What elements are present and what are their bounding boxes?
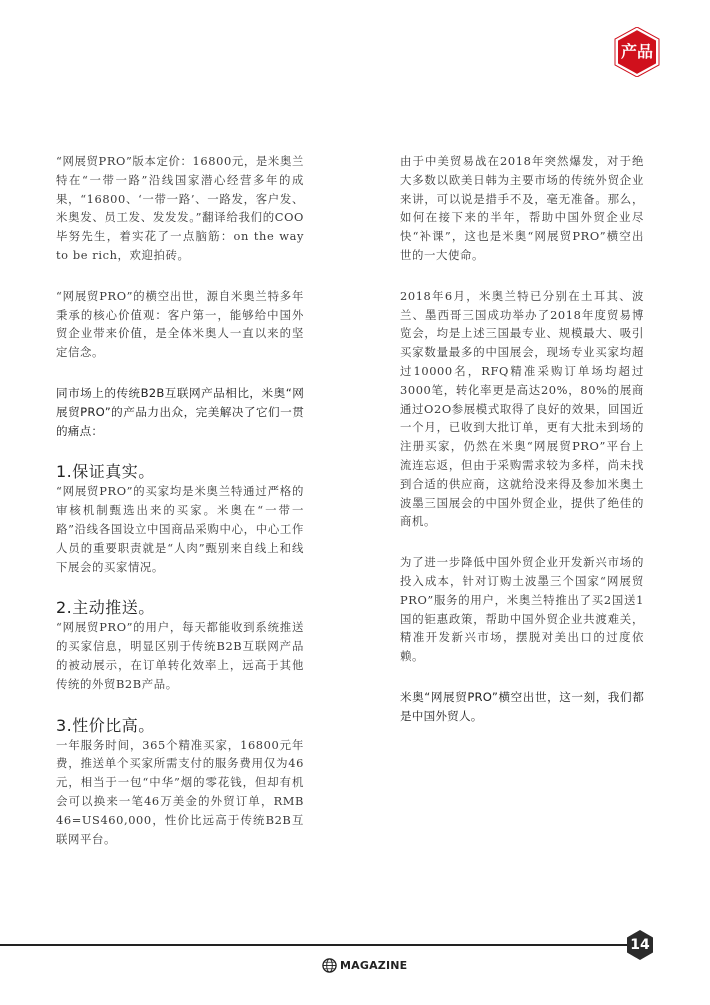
- paragraph: 2018年6月，米奥兰特已分别在土耳其、波兰、墨西哥三国成功举办了2018年度贸易博览会，均是上述三国最专业、规模最大、吸引买家数量最多的中国展会，现场专业买家均超过10000名，RFQ精准采购订单场均超过3000笔，转化率更是高达20%，80%的展商通过O2O参展模式取得了良好的效果，回国近一个月，已收到大批订单，更有大批未到场的注册买家，仍然在米奥“网展贸PRO”平台上流连忘返，但由于采购需求较为多样，尚未找到合适的供应商，这就给没来得及参加米奥土波墨三国展会的中国外贸企业，提供了绝佳的商机。: [400, 288, 644, 529]
- paragraph: 由于中美贸易战在2018年突然爆发，对于绝大多数以欧美日韩为主要市场的传统外贸企业来讲，可以说是措手不及，毫无准备。那么，如何在接下来的半年，帮助中国外贸企业尽快“补课”，这也是米奥“网展贸PRO”横空出世的一大使命。: [400, 154, 644, 262]
- page-number-badge: [624, 929, 656, 961]
- paragraph: “网展贸PRO”的买家均是米奥兰特通过严格的审核机制甄选出来的买家。米奥在“一带一路”沿线各国设立中国商品采购中心，中心工作人员的重要职责就是“人肉”甄别来自线上和线下展会的买家情况。: [56, 484, 304, 574]
- emphasis-paragraph: 同市场上的传统B2B互联网产品相比，米奥“网展贸PRO”的产品力出众，完美解决了它们一贯的痛点：: [56, 385, 304, 438]
- left-column: [56, 152, 316, 870]
- section-badge-label: 产品: [620, 42, 653, 61]
- magazine-logo: [322, 957, 407, 973]
- paragraph: 一年服务时间，365个精准买家，16800元年费，推送单个买家所需支付的服务费用仅为46元，相当于一包“中华”烟的零花钱，但却有机会可以换来一笔46万美金的外贸订单，RMB 46=US460,000，性价比远高于传统B2B互联网平台。: [56, 737, 316, 846]
- paragraph: “网展贸PRO”版本定价：16800元，是米奥兰特在“一带一路”沿线国家潜心经营多年的成果，“16800、‘一带一路’、一路发，客户发、米奥发、员工发、发发发。”翻译给我们的COO毕努先生，着实花了一点脑筋：on the way to be rich，欢迎拍砖。: [56, 154, 304, 262]
- section-heading: 3.性价比高。: [56, 715, 155, 735]
- paragraph: 为了进一步降低中国外贸企业开发新兴市场的投入成本，针对订购土波墨三个国家“网展贸PRO”服务的用户，米奥兰特推出了买2国送1国的钜惠政策，帮助中国外贸企业共渡难关，精准开发新兴市场，摆脱对美出口的过度依赖。: [400, 555, 644, 664]
- logo-text: MAGAZINE: [340, 958, 408, 972]
- page-number: 14: [630, 937, 650, 953]
- globe-icon: [322, 958, 337, 973]
- paragraph: “网展贸PRO”的用户，每天都能收到系统推送的买家信息，明显区别于传统B2B互联网产品的被动展示，在订单转化效率上，远高于其他传统的外贸B2B产品。: [56, 620, 304, 691]
- right-column: [400, 152, 644, 748]
- paragraph: “网展贸PRO”的横空出世，源自米奥兰特多年秉承的核心价值观：客户第一，能够给中国外贸企业带来价值，是全体米奥人一直以来的坚定信念。: [56, 288, 304, 360]
- section-heading: 1.保证真实。: [56, 462, 155, 482]
- section-heading: 2.主动推送。: [56, 598, 155, 618]
- section-badge: [612, 27, 662, 77]
- footer-divider: [0, 944, 630, 946]
- emphasis-paragraph: 米奥“网展贸PRO”横空出世，这一刻，我们都是中国外贸人。: [400, 689, 644, 723]
